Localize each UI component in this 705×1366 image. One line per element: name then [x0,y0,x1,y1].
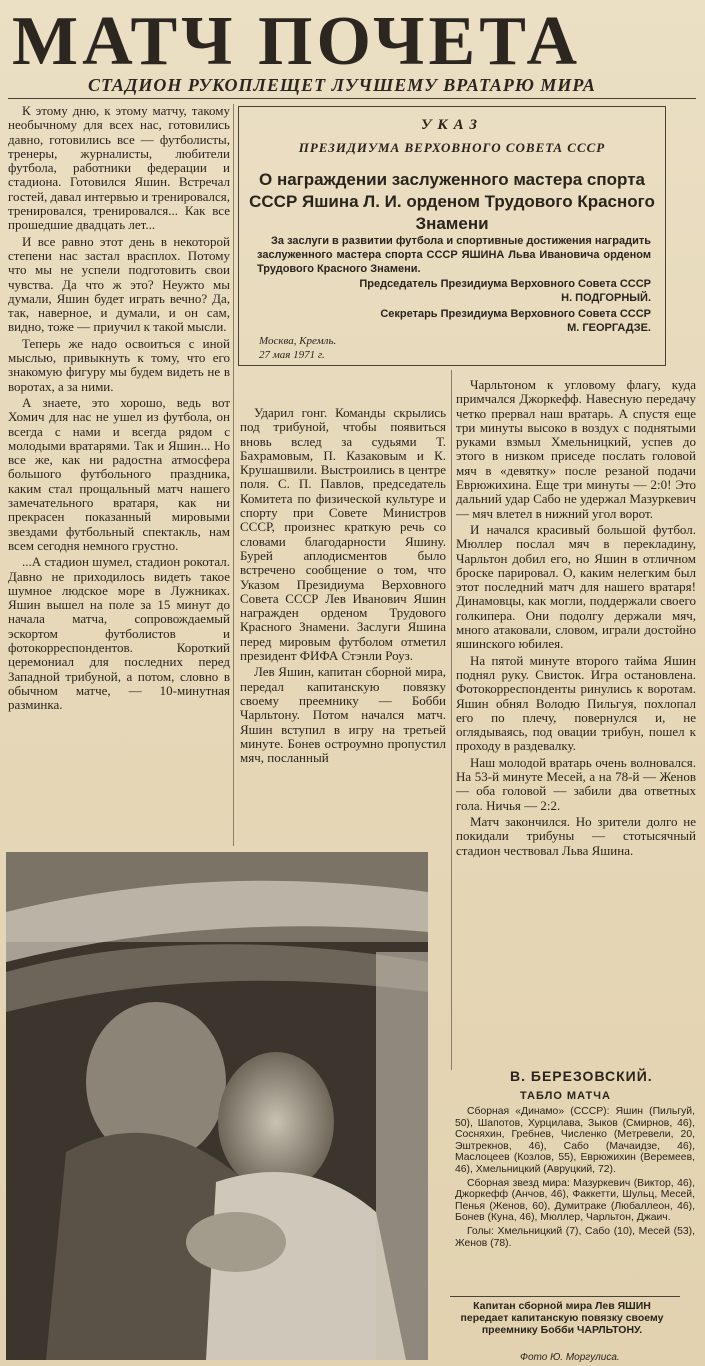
photo-yashin-charlton [6,852,428,1360]
decree-place: Москва, Кремль. [259,335,337,347]
paragraph: Ударил гонг. Команды скрылись под трибуной, чтобы появиться вновь вслед за судьями Т. Бахрамовым, П. Казаковым и К. Крушашвили. Выстроились в центре поля. С. П. Павлов, председатель Комитета по физической культуре и спорту при Совете Министров СССР, произнес краткую речь со словами благодарности Яшину. Бурей аплодисментов было встречено сообщение о том, что Указом Президиума Верховного Совета СССР Лев Иванович Яшин награжден орденом Трудового Красного Знамени. Заслуги Яшина перед мировым футболом отметил президент ФИФА Стэнли Роуз. [240,406,446,664]
paragraph: Теперь же надо освоиться с иной мыслью, привыкнуть к тому, что его знакомую фигуру мы будем видеть не в воротах, а за ними. [8,335,230,394]
decree-chairman-name: Н. ПОДГОРНЫЙ. [561,292,651,304]
decree-presidium: ПРЕЗИДИУМА ВЕРХОВНОГО СОВЕТА СССР [298,140,606,155]
paragraph: И все равно этот день в некоторой степени нас застал врасплох. Потому что мы не успели подготовить свои чувства. Да что ж это? Неужто мы думали, Яшин будет играть вечно? Да, так, наверное, и думали, и он сам, видно, тоже — приучил к такой мысли. [8,233,230,335]
lineup-dynamo: Сборная «Динамо» (СССР): Яшин (Пильгуй, 50), Шапотов, Хурцилава, Зыков (Смирнов, 46), Сосняхин, Гребнев, Численко (Метревели, 20, Эштрекнов, 46), Сабо (Мачаидзе, 46), Маслоцеев (Козлов, 55), Еврюжихин (Веремеев, 46), Хмельницкий (Авруцкий, 72). [455,1106,695,1175]
decree-secretary-name: М. ГЕОРГАДЗЕ. [567,322,651,334]
article-column-2 [240,406,446,846]
decree-secretary-title: Секретарь Президиума Верховного Совета СССР [380,308,651,320]
photo-credit: Фото Ю. Моргулиса. [520,1352,620,1363]
headline: МАТЧ ПОЧЕТА [12,3,581,80]
article-column-1 [8,104,230,846]
paragraph: На пятой минуте второго тайма Яшин поднял руку. Свисток. Игра остановлена. Фотокорреспонденты ринулись к воротам. Яшин обнял Володю Пильгуя, похлопал его по плечу, повернулся и, не оглядываясь, под овации трибун, пошел к проходу в раздевалку. [456,652,696,754]
column-divider-1 [233,104,234,846]
match-scoreboard [455,1106,695,1251]
paragraph: К этому дню, к этому матчу, такому необычному для всех нас, готовились давно, готовились все — футболисты, тренеры, журналисты, любители футбола, работники федерации и стадиона. Готовился Яшин. Встречал гостей, давал интервью и тренировался, тренировался, тренировался... Как все прошедшие двадцать лет... [8,104,230,233]
decree-chairman-title: Председатель Президиума Верховного Совета СССР [359,278,651,290]
photo-caption: Капитан сборной мира Лев ЯШИН передает капитанскую повязку своему преемнику Бобби ЧАРЛЬТОНУ. [460,1300,664,1336]
decree-ukaz: УКАЗ [420,117,484,133]
paragraph: Наш молодой вратарь очень волновался. На 53-й минуте Месей, а на 78-й — Женов — оба головой — забили два ответных гола. Ничья — 2:2. [456,754,696,813]
photo-illustration [6,852,428,1360]
caption-rule [450,1296,680,1297]
decree-text: За заслуги в развитии футбола и спортивные достижения наградить заслуженного мастера спорта СССР ЯШИНА Льва Ивановича орденом Трудового Красного Знамени. [257,235,651,275]
decree-date: 27 мая 1971 г. [259,349,325,361]
paragraph: И начался красивый большой футбол. Мюллер послал мяч в перекладину, Чарльтон добил его, но Яшин в отличном броске парировал. О, каким нелегким был этот последний матч для нашего вратаря! Динамовцы, как могли, поддержали своего голкипера. Они подолгу держали мяч, много атаковали, словом, играли достойно яшинского юбилея. [456,521,696,652]
paragraph: Лев Яшин, капитан сборной мира, передал капитанскую повязку своему преемнику — Бобби Чарльтону. Потом начался матч. Яшин вступил в игру на третьей минуте. Бонев остроумно пропустил мяч, посланный [240,664,446,766]
paragraph: Чарльтоном к угловому флагу, куда примчался Джоркефф. Навесную передачу четко прервал наш вратарь. А спустя еще три минуты высоко в воздух с поднятыми руками взмыл Хмельницкий, успев до этого в низком приседе послать головой мяч в «девятку» после резаной подачи Еврюжихина. Еще три минуты — 2:0! Это дальний удар Сабо не удержал Мазуркевич — мяч влетел в нижний угол ворот. [456,378,696,521]
paragraph: Матч закончился. Но зрители долго не покидали трибуны — стотысячный стадион чествовал Льва Яшина. [456,813,696,858]
paragraph: ...А стадион шумел, стадион рокотал. Давно не приходилось видеть такое шумное людское море в Лужниках. Яшин вышел на поле за 15 минут до начала матча, сопровождаемый эскортом футболистов и фотокорреспондентов. Короткий церемониал для последних перед Западной трибуной, а потом, словно в обычном матче, — 10-минутная разминка. [8,554,230,713]
article-column-3 [456,378,696,1066]
decree-title: О награждении заслуженного мастера спорта СССР Яшина Л. И. орденом Трудового Красного Знамени [249,170,655,233]
column-divider-2 [451,370,452,1070]
decree-box [238,106,666,366]
paragraph: А знаете, это хорошо, ведь вот Хомич для нас не ушел из футбола, он всегда с нами и всегда рядом с молодыми вратарями. Так и Яшин... Но все же, как ни радостна атмосфера большого футбольного праздника, каким стал прощальный матч нашего замечательного вратаря, как ни прекрасен показанный мировыми звездами футбольный спектакль, нам всем сегодня немного грустно. [8,394,230,553]
author-signature: В. БЕРЕЗОВСКИЙ. [510,1068,653,1084]
goals: Голы: Хмельницкий (7), Сабо (10), Месей (53), Женов (78). [455,1225,695,1249]
lineup-world: Сборная звезд мира: Мазуркевич (Виктор, 46), Джоркефф (Анчов, 46), Факкетти, Шульц, Месей, Пенья (Женов, 60), Думитраке (Любаллеон, 46), Бонев (Куна, 46), Мюллер, Чарльтон, Джаич. [455,1177,695,1224]
subheadline: СТАДИОН РУКОПЛЕЩЕТ ЛУЧШЕМУ ВРАТАРЮ МИРА [88,75,596,95]
match-scoreboard-title: ТАБЛО МАТЧА [520,1090,611,1102]
headline-rule [8,98,696,99]
